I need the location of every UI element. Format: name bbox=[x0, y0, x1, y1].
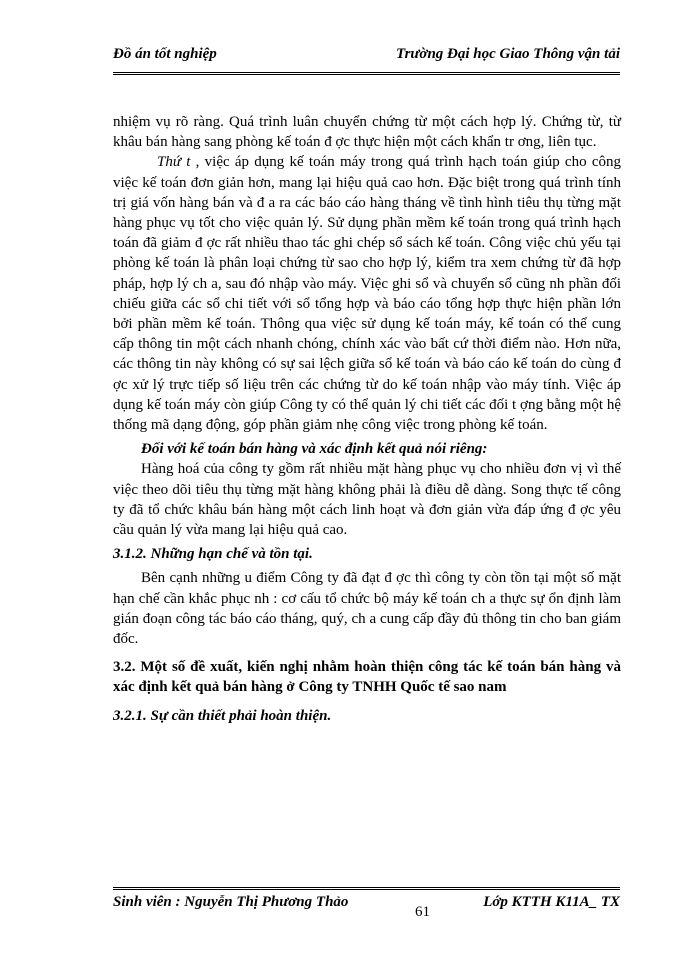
page-header bbox=[113, 46, 620, 70]
footer-student-name: Sinh viên : Nguyễn Thị Phương Thảo bbox=[113, 894, 349, 910]
document-body bbox=[113, 112, 621, 726]
section-heading-3-2-1: 3.2.1. Sự cần thiết phải hoàn thiện. bbox=[113, 707, 332, 724]
header-divider bbox=[113, 72, 620, 75]
footer-divider bbox=[113, 887, 620, 890]
footer-class: Lớp KTTH K11A_ TX bbox=[483, 894, 620, 910]
section-heading-3-1-2: 3.1.2. Những hạn chế và tồn tại. bbox=[113, 546, 313, 563]
paragraph-fourth-point-text: , việc áp dụng kế toán máy trong quá trình hạch toán giúp cho công việc kế toán đơn giản hơn, mang lại hiệu quả cao hơn. Đặc biệt trong quá trình tính trị giá vốn hàng bán và đ a ra các báo cáo hàng tháng về tình hình tiêu thụ từng mặt hàng phục vụ tốt cho việc quản lý. Sử dụng phần mềm kế toán trong quá trình hạch toán đã giảm đ ợc rất nhiều thao tác ghi chép sổ sách kế toán. Công việc chủ yếu tại phòng kế toán là phân loại chứng từ sao cho hợp lý, kiểm tra xem chứng từ đã hợp pháp, hợp lý ch a, sau đó nhập vào máy. Việc ghi sổ và chuyển sổ cũng nh phần đối chiếu giữa các sổ chi tiết với sổ tổng hợp và báo cáo tổng hợp thực hiện phần lớn bởi phần mềm kế toán. Thông qua việc sử dụng kế toán máy, kế toán có thể cung cấp thông tin một cách nhanh chóng, chính xác vào bất cứ thời điểm nào. Hơn nữa, các thông tin này không có sự sai lệch giữa sổ kế toán và báo cáo kế toán do cùng đ ợc xử lý trực tiếp số liệu trên các chứng từ do kế toán nhập vào máy tính. Việc áp dụng kế toán máy còn giúp Công ty có thể quản lý chi tiết các đối t ợng bằng một hệ thống mã dạng động, góp phần giảm nhẹ công việc trong phòng kế toán. bbox=[113, 154, 621, 434]
header-thesis-title: Đồ án tốt nghiệp bbox=[113, 46, 217, 62]
paragraph-lead-italic: Thứ t bbox=[157, 154, 191, 171]
subheading-sales-accounting: Đối với kế toán bán hàng và xác định kết quả nói riêng: bbox=[141, 441, 488, 458]
paragraph-goods: Hàng hoá của công ty gồm rất nhiều mặt hàng phục vụ cho nhiều đơn vị vì thế việc theo dõi tiêu thụ từng mặt hàng không phải là điều dễ dàng. Song thực tế công ty đã tổ chức khâu bán hàng một cách linh hoạt và đơn giản vừa đáp ứng đ ợc yêu cầu quản lý vừa mang lại hiệu quả cao. bbox=[113, 461, 621, 539]
page-number: 61 bbox=[415, 904, 430, 920]
header-university: Trường Đại học Giao Thông vận tải bbox=[395, 46, 620, 62]
paragraph-continuation: nhiệm vụ rõ ràng. Quá trình luân chuyển chứng từ một cách hợp lý. Chứng từ, từ khâu bán hàng sang phòng kế toán đ ợc thực hiện một cách khẩn tr ơng, liên tục. bbox=[113, 114, 621, 151]
section-heading-3-2: 3.2. Một số đề xuất, kiến nghị nhằm hoàn thiện công tác kế toán bán hàng và xác định kết quả bán hàng ở Công ty TNHH Quốc tế sao nam bbox=[113, 659, 621, 696]
paragraph-limitations: Bên cạnh những u điểm Công ty đã đạt đ ợc thì công ty còn tồn tại một số mặt hạn chế cần khắc phục nh : cơ cấu tổ chức bộ máy kế toán ch a thực sự ổn định làm gián đoạn công tác báo cáo tháng, quý, ch a cung cấp đầy đủ thông tin cho ban giám đốc. bbox=[113, 570, 621, 648]
page-footer bbox=[113, 894, 620, 918]
paragraph-fourth-point bbox=[113, 152, 621, 435]
